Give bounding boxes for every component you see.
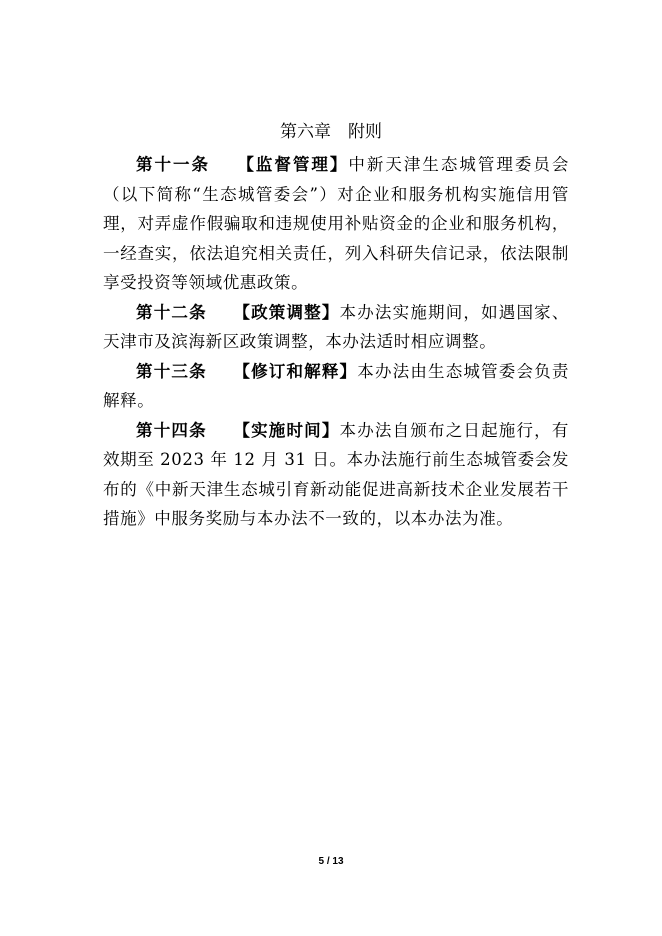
article-tag: 【政策调整】: [232, 302, 340, 322]
article-text: 本办法实施期间，如遇国家、天津市及滨海新区政策调整，本办法适时相应调整。: [103, 302, 569, 351]
article-tag: 【修订和解释】: [232, 361, 358, 381]
article-number: 第十三条: [136, 361, 207, 381]
chapter-title: 第六章 附则: [280, 122, 382, 142]
article-12: [103, 298, 569, 357]
article-number: 第十一条: [136, 155, 210, 174]
article-text: 本办法自颁布之日起施行，有效期至 2023 年 12 月 31 日。本办法施行前生态城管委会发布的《中新天津生态城引育新动能促进高新技术企业发展若干措施》中服务奖励与本办法不一致的，以本办法为准。: [103, 420, 569, 528]
article-number: 第十二条: [136, 302, 207, 322]
article-tag: 【监督管理】: [236, 155, 349, 174]
chapter-body: [103, 150, 569, 534]
article-text: 本办法由生态城管委会负责解释。: [103, 361, 569, 410]
article-14: [103, 416, 569, 534]
article-11: [103, 150, 569, 298]
page-number: 5 / 13: [318, 856, 344, 867]
article-13: [103, 357, 569, 416]
article-tag: 【实施时间】: [232, 420, 340, 440]
article-text: 中新天津生态城管理委员会（以下简称“生态城管委会”）对企业和服务机构实施信用管理，对弄虚作假骗取和违规使用补贴资金的企业和服务机构，一经查实，依法追究相关责任，列入科研失信记录，依法限制享受投资等领域优惠政策。: [103, 155, 569, 292]
article-number: 第十四条: [136, 420, 207, 440]
